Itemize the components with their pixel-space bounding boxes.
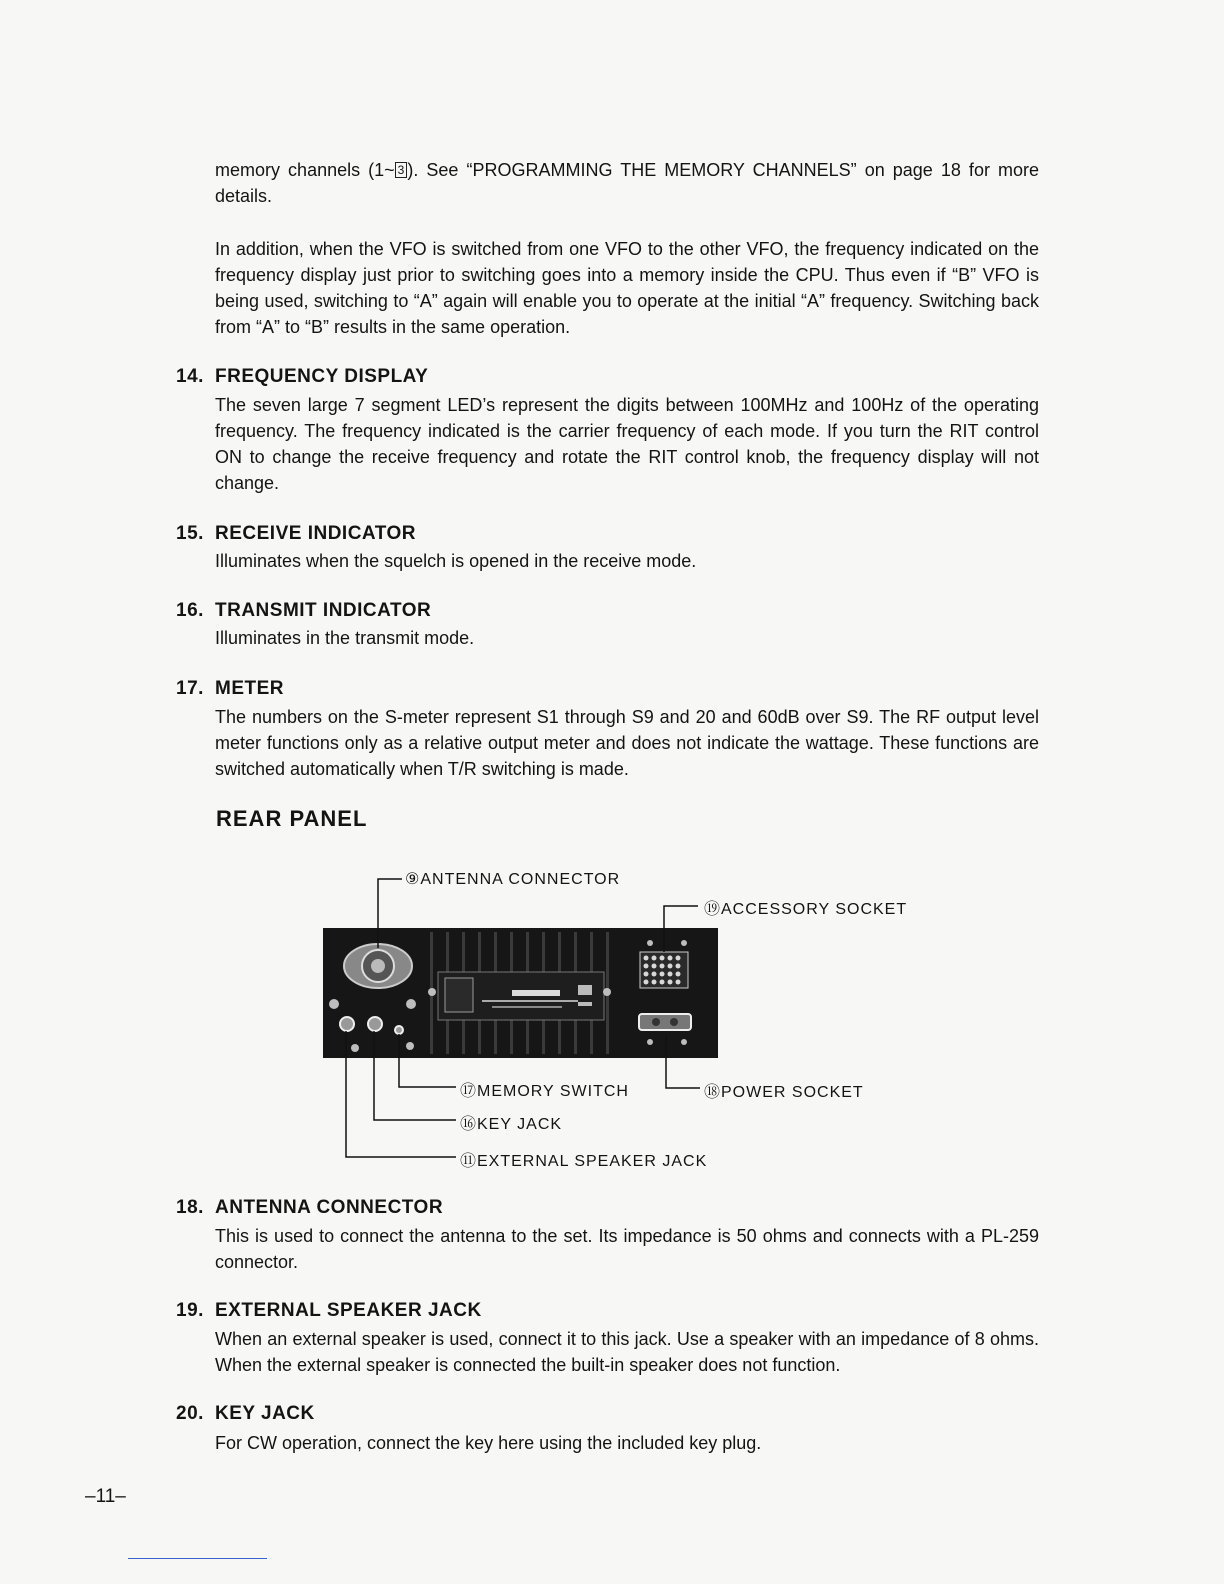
antenna-connector-shape [344,944,412,988]
body-14: The seven large 7 segment LED’s represent the digits between 100MHz and 100Hz of the operating frequency. The frequency indicated is the carrier frequency of each mode. If you turn the RIT control ON to change the receive frequency and rotate the RIT control knob, the frequency display will not change. [215,395,1039,493]
label-external-speaker-jack: ⑪EXTERNAL SPEAKER JACK [460,1153,708,1170]
body-15: Illuminates when the squelch is opened in the receive mode. [215,551,697,571]
body-16: Illuminates in the transmit mode. [215,628,475,648]
heading-number: 18. [176,1197,204,1218]
label-power-socket: ⑱POWER SOCKET [704,1084,864,1101]
body-19: When an external speaker is used, connect it to this jack. Use a speaker with an impedance of 8 ohms. When the external speaker is connected the built-in speaker does not function. [215,1329,1039,1375]
label-memory-switch: ⑰MEMORY SWITCH [460,1083,629,1100]
heading-title: RECEIVE INDICATOR [215,523,416,544]
label-antenna-connector: ⑨ANTENNA CONNECTOR [405,871,621,888]
heading-20 [176,1403,315,1425]
heading-14 [176,366,428,388]
heading-title: ANTENNA CONNECTOR [215,1197,444,1218]
jacks-shape [340,1017,403,1034]
label-plate [438,972,604,1020]
page-number: –11– [85,1486,126,1507]
body-20: For CW operation, connect the key here using the included key plug. [215,1433,762,1453]
heading-number: 15. [176,523,204,544]
heading-number: 14. [176,366,204,387]
rear-panel-title: REAR PANEL [216,806,368,831]
body-17: The numbers on the S-meter represent S1 through S9 and 20 and 60dB over S9. The RF output level meter functions only as a relative output meter and does not indicate the wattage. These functions are switched automatically when T/R switching is made. [215,707,1039,779]
intro-paragraph-1 [215,157,1039,209]
heading-15 [176,523,416,545]
heading-title: FREQUENCY DISPLAY [215,366,429,387]
heading-number: 17. [176,678,204,699]
heading-number: 19. [176,1300,204,1321]
intro-paragraph-2: In addition, when the VFO is switched from one VFO to the other VFO, the frequency indicated on the frequency display just prior to switching goes into a memory inside the CPU. Thus even if “B” VFO is being used, switching to “A” again will enable you to operate at the initial “A” frequency. Switching back from “A” to “B” results in the same operation. [215,239,1039,337]
heading-number: 16. [176,600,204,621]
heatsink-fins [430,932,609,1054]
heading-number: 20. [176,1403,204,1424]
footer-rule [128,1558,267,1559]
radio-body [323,928,718,1058]
power-socket-shape [639,1014,691,1030]
heading-title: EXTERNAL SPEAKER JACK [215,1300,482,1321]
heading-title: METER [215,678,284,699]
heading-title: TRANSMIT INDICATOR [215,600,432,621]
heading-title: KEY JACK [215,1403,315,1424]
label-key-jack: ⑯KEY JACK [460,1116,563,1133]
label-accessory-socket: ⑲ACCESSORY SOCKET [704,901,908,918]
accessory-socket-shape [640,952,688,988]
intro-line1: memory channels (1~ [215,160,395,180]
heading-18 [176,1197,443,1219]
body-18: This is used to connect the antenna to the set. Its impedance is 50 ohms and connects with a PL-259 connector. [215,1226,1039,1272]
intro-line1b: ). See “PROGRAMMING THE MEMORY CHANNELS” on page 18 for more details. [215,160,1039,206]
heading-17 [176,678,284,700]
heading-16 [176,600,431,622]
panel-screws [329,940,687,1052]
heading-19 [176,1300,482,1322]
boxed-channel-number: 3 [395,162,408,178]
leader-lines [346,879,700,1157]
